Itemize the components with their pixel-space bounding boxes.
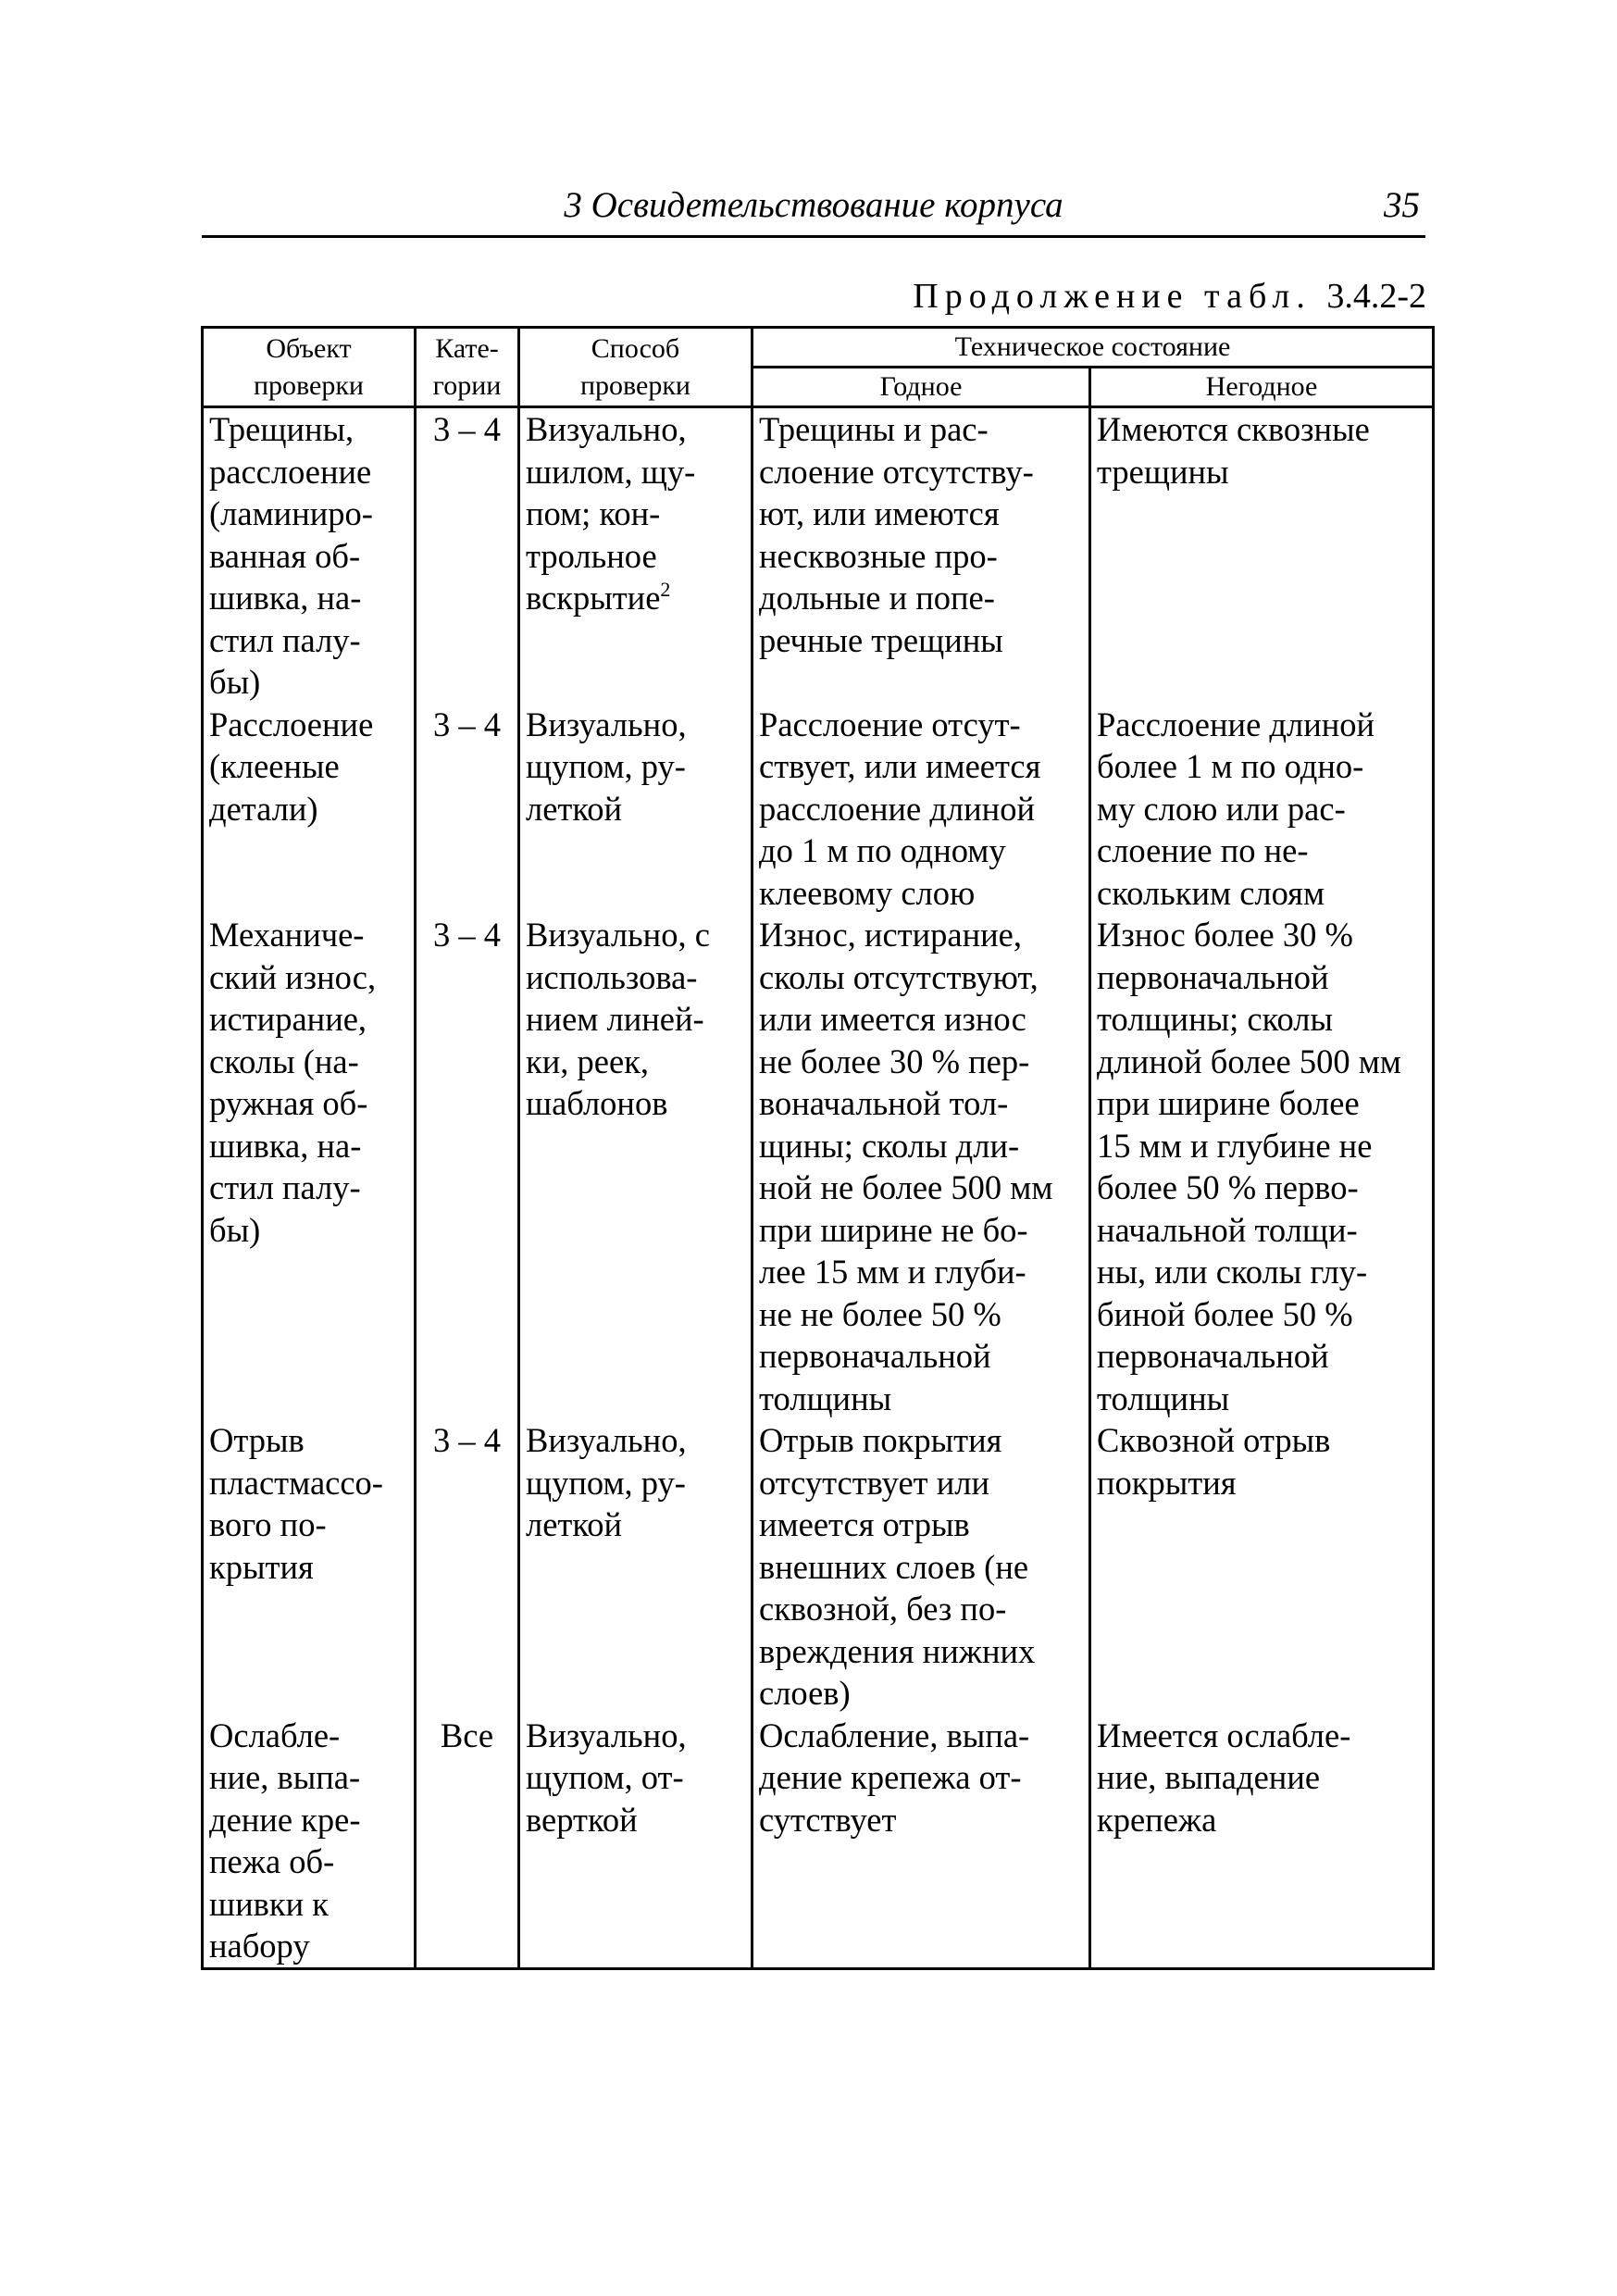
cell-good: Расслоение отсут- ствует, или имеется расслоение длиной до 1 м по одному клеевому слою xyxy=(753,704,1090,915)
cell-category: Все xyxy=(416,1715,519,1969)
table-caption-number: 3.4.2-2 xyxy=(1326,277,1426,316)
table-row xyxy=(203,914,1434,1419)
cell-good: Отрыв покрытия отсутствует или имеется отрыв внешних слоев (не сквозной, без по- вреждения нижних слоев) xyxy=(753,1419,1090,1715)
cell-bad: Сквозной отрыв покрытия xyxy=(1090,1419,1434,1715)
running-title: 3 Освидетельствование корпуса xyxy=(564,185,1063,225)
header-category: Кате- гории xyxy=(416,328,519,407)
cell-good: Трещины и рас- слоение отсутству- ют, или имеются несквозные про- дольные и попе- речные трещины xyxy=(753,407,1090,704)
cell-object: Механиче- ский износ, истирание, сколы (на- ружная об- шивка, на- стил палу- бы) xyxy=(203,914,416,1419)
cell-category: 3 – 4 xyxy=(416,407,519,704)
running-head xyxy=(202,176,1425,238)
table-row xyxy=(203,1715,1434,1969)
cell-object: Трещины, расслоение (ламиниро- ванная об- шивка, на- стил палу- бы) xyxy=(203,407,416,704)
cell-category: 3 – 4 xyxy=(416,914,519,1419)
header-object: Объект проверки xyxy=(203,328,416,407)
table-row xyxy=(203,704,1434,915)
table-row xyxy=(203,407,1434,704)
header-method: Способ проверки xyxy=(519,328,753,407)
table-header xyxy=(203,328,1434,407)
cell-object: Ослабле- ние, выпа- дение кре- пежа об- шивки к набору xyxy=(203,1715,416,1969)
table-row xyxy=(203,1419,1434,1715)
page-number: 35 xyxy=(1384,185,1420,225)
cell-method-text: Визуально, шилом, щу- пом; кон- трольное вскрытие xyxy=(526,410,696,617)
footnote-ref: 2 xyxy=(660,578,671,601)
cell-bad: Износ более 30 % первоначальной толщины; сколы длиной более 500 мм при ширине более 15 мм и глубине не более 50 % перво- начальной толщи- ны, или сколы глу- биной более 50 % первоначальной толщины xyxy=(1090,914,1434,1419)
cell-method: Визуально, щупом, ру- леткой xyxy=(519,704,753,915)
header-good: Годное xyxy=(753,368,1090,407)
cell-bad: Имеется ослабле- ние, выпадение крепежа xyxy=(1090,1715,1434,1969)
cell-method: Визуально, щупом, от- верткой xyxy=(519,1715,753,1969)
table-caption-label: Продолжение табл. xyxy=(913,277,1312,316)
header-bad: Негодное xyxy=(1090,368,1434,407)
cell-object: Отрыв пластмассо- вого по- крытия xyxy=(203,1419,416,1715)
table-body xyxy=(203,407,1434,1969)
cell-method xyxy=(519,407,753,704)
header-technical-state: Техническое состояние xyxy=(753,328,1434,368)
cell-object: Расслоение (клееные детали) xyxy=(203,704,416,915)
cell-category: 3 – 4 xyxy=(416,1419,519,1715)
cell-category: 3 – 4 xyxy=(416,704,519,915)
cell-bad: Расслоение длиной более 1 м по одно- му слою или рас- слоение по не- скольким слоям xyxy=(1090,704,1434,915)
cell-method: Визуально, щупом, ру- леткой xyxy=(519,1419,753,1715)
cell-method: Визуально, с использова- нием линей- ки, реек, шаблонов xyxy=(519,914,753,1419)
cell-bad: Имеются сквозные трещины xyxy=(1090,407,1434,704)
inspection-table xyxy=(201,326,1435,1970)
cell-good: Износ, истирание, сколы отсутствуют, или имеется износ не более 30 % пер- воначальной тол- щины; сколы дли- ной не более 500 мм при ширине не бо- лее 15 мм и глуби- не не более 50 % первоначальной толщины xyxy=(753,914,1090,1419)
cell-good: Ослабление, выпа- дение крепежа от- сутствует xyxy=(753,1715,1090,1969)
table-caption xyxy=(913,276,1426,317)
